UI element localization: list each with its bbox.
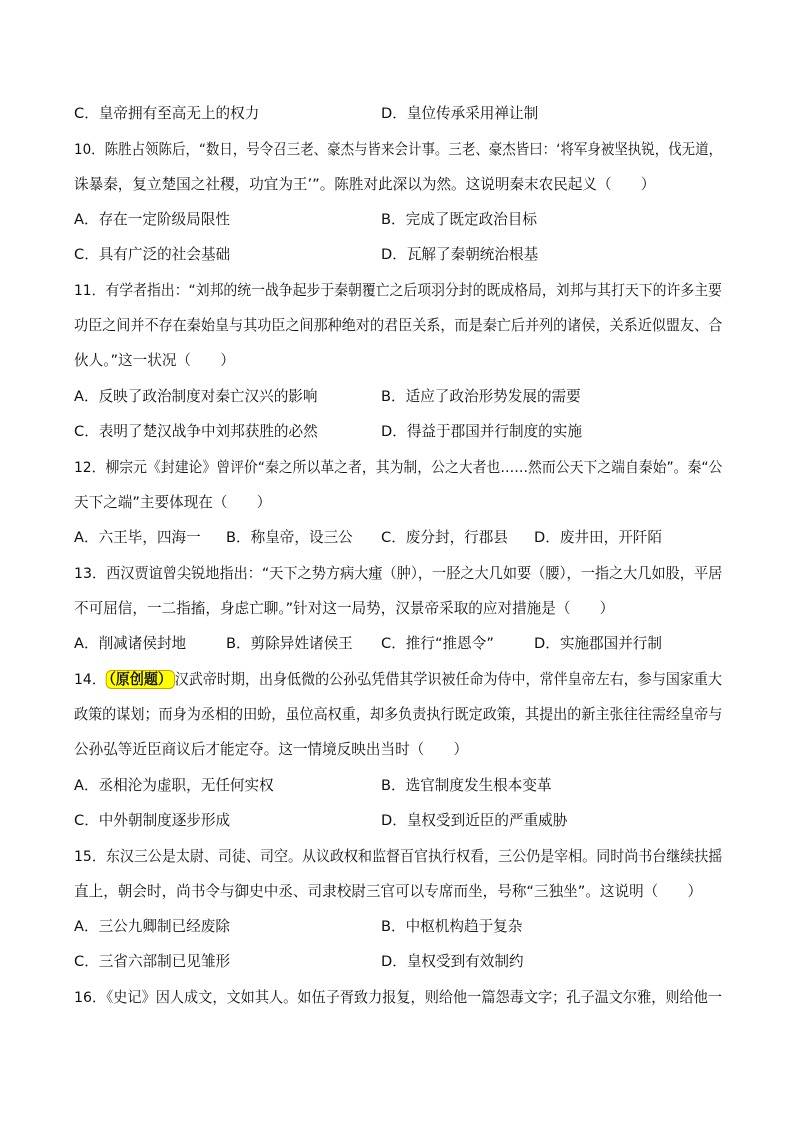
q15-option-b: B．中枢机构趋于复杂 bbox=[381, 918, 523, 935]
q14-option-a: A．丞相沦为虚职，无任何实权 bbox=[74, 777, 274, 794]
q12-stem-line-1: 12．柳宗元《封建论》曾评价“秦之所以革之者，其为制，公之大者也……然而公天下之端自秦始”。秦“公 bbox=[74, 459, 723, 476]
q10-option-a: A．存在一定阶级局限性 bbox=[74, 211, 230, 228]
q13-option-c: C．推行“推恩令” bbox=[381, 635, 494, 652]
q13-option-a: A．削减诸侯封地 bbox=[74, 635, 187, 652]
q11-stem-line-2: 功臣之间并不存在秦始皇与其功臣之间那种绝对的君臣关系，而是秦亡后并列的诸侯，关系近似盟友、合 bbox=[74, 317, 723, 334]
q9-option-c: C．皇帝拥有至高无上的权力 bbox=[74, 105, 260, 122]
q13-option-b: B．剪除异姓诸侯王 bbox=[226, 635, 353, 652]
q12-option-d: D．废井田，开阡陌 bbox=[534, 529, 662, 546]
q14-stem-text: 汉武帝时期，出身低微的公孙弘凭借其学识被任命为侍中，常伴皇帝左右，参与国家重大 bbox=[174, 671, 722, 688]
q11-stem-line-3: 伙人。”这一状况（ ） bbox=[74, 352, 235, 369]
q14-stem-line-2: 政策的谋划；而身为丞相的田蚡，虽位高权重，却多负责执行既定政策，其提出的新主张往往需经皇帝与 bbox=[74, 706, 723, 723]
q15-option-d: D．皇权受到有效制约 bbox=[381, 953, 524, 970]
q12-option-a: A．六王毕，四海一 bbox=[74, 529, 201, 546]
q12-option-b: B．称皇帝，设三公 bbox=[226, 529, 353, 546]
q10-stem-line-2: 诛暴秦，复立楚国之社稷，功宜为王’”。陈胜对此深以为然。这说明秦末农民起义（ ） bbox=[74, 176, 656, 193]
q9-option-d: D．皇位传承采用禅让制 bbox=[381, 105, 539, 122]
q14-option-c: C．中外朝制度逐步形成 bbox=[74, 812, 231, 829]
q14-option-d: D．皇权受到近臣的严重威胁 bbox=[381, 812, 568, 829]
q11-option-a: A．反映了政治制度对秦亡汉兴的影响 bbox=[74, 388, 318, 405]
q11-stem-line-1: 11．有学者指出：“刘邦的统一战争起步于秦朝覆亡之后项羽分封的既成格局，刘邦与其打天下的许多主要 bbox=[74, 282, 722, 299]
q16-stem-line-1: 16．《史记》因人成文，文如其人。如伍子胥致力报复，则给他一篇怨毒文字；孔子温文尔雅，则给他一 bbox=[74, 989, 723, 1006]
q15-option-a: A．三公九卿制已经废除 bbox=[74, 918, 230, 935]
q12-stem-line-2: 天下之端”主要体现在（ ） bbox=[74, 494, 272, 511]
q13-stem-line-2: 不可屈信，一二指搐，身虑亡聊。”针对这一局势，汉景帝采取的应对措施是（ ） bbox=[74, 600, 615, 617]
original-question-tag: （原创题） bbox=[106, 670, 175, 689]
q15-stem-line-2: 直上，朝会时，尚书令与御史中丞、司隶校尉三官可以专席而坐，号称“三独坐”。这说明（ ） bbox=[74, 883, 703, 900]
q14-number: 14． bbox=[74, 671, 106, 688]
q10-option-b: B．完成了既定政治目标 bbox=[381, 211, 537, 228]
q11-option-b: B．适应了政治形势发展的需要 bbox=[381, 388, 581, 405]
q10-stem-line-1: 10．陈胜占领陈后，“数日，号令召三老、豪杰与皆来会计事。三老、豪杰皆曰：‘将军身被坚执锐，伐无道， bbox=[74, 141, 723, 158]
q13-option-d: D．实施郡国并行制 bbox=[534, 635, 662, 652]
q11-option-d: D．得益于郡国并行制度的实施 bbox=[381, 423, 582, 440]
q12-option-c: C．废分封，行郡县 bbox=[381, 529, 508, 546]
q14-stem-line-3: 公孙弘等近臣商议后才能定夺。这一情境反映出当时（ ） bbox=[74, 741, 469, 758]
q15-option-c: C．三省六部制已见雏形 bbox=[74, 953, 231, 970]
q14-option-b: B．选官制度发生根本变革 bbox=[381, 777, 552, 794]
q10-option-d: D．瓦解了秦朝统治根基 bbox=[381, 246, 539, 263]
q14-stem-line-1 bbox=[74, 670, 722, 690]
q10-option-c: C．具有广泛的社会基础 bbox=[74, 246, 231, 263]
q11-option-c: C．表明了楚汉战争中刘邦获胜的必然 bbox=[74, 423, 318, 440]
q15-stem-line-1: 15．东汉三公是太尉、司徒、司空。从议政权和监督百官执行权看，三公仍是宰相。同时尚书台继续扶摇 bbox=[74, 848, 723, 865]
q13-stem-line-1: 13．西汉贾谊曾尖锐地指出：“天下之势方病大瘇（肿），一胫之大几如要（腰），一指之大几如股，平居 bbox=[74, 565, 723, 582]
